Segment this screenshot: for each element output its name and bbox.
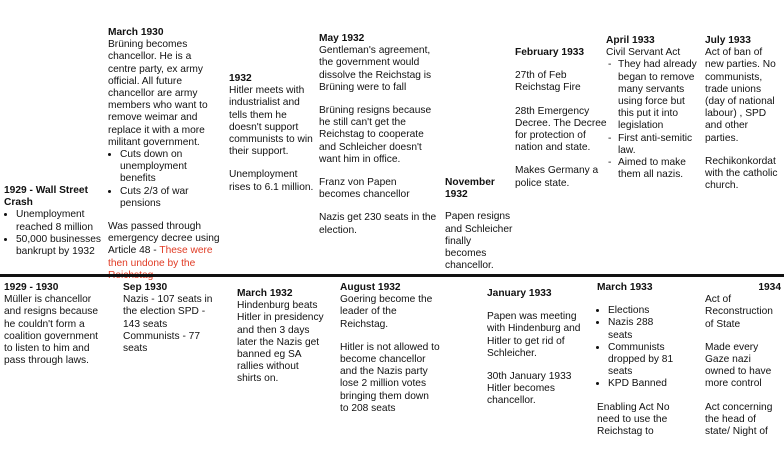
event-january-1933	[487, 288, 583, 419]
event-text	[108, 221, 220, 282]
list-item: • KPD Banned	[608, 378, 675, 390]
event-text-highlight: These were then undone by the	[108, 245, 213, 269]
event-text: Brüning becomes chancellor. He is a centre party, ex army official. All future chancellor are army members who want to remove weimar and replace it with a more militant government.	[108, 39, 208, 148]
event-july-1933	[705, 35, 781, 203]
event-text: Act of Reconstruction of State	[705, 294, 773, 330]
event-text: Müller is chancellor and resigns because he couldn't form a coalition government to listen to him and pass through laws.	[4, 294, 99, 367]
event-november-1932	[445, 177, 513, 283]
event-heading: May 1932	[319, 33, 365, 44]
list-item: - Aimed to make them all nazis.	[618, 157, 698, 181]
event-heading: February 1933	[515, 47, 585, 58]
event-heading: March 1933	[597, 282, 653, 293]
event-april-1933	[606, 35, 698, 192]
event-text: Enabling Act No need to use the Reichstag to	[597, 401, 670, 438]
event-1932	[229, 73, 315, 205]
event-text: Nazis get 230 seats in the election.	[319, 212, 437, 236]
event-text: Gentleman's agreement, the government would dissolve the Reichstag is Brüning were to fall	[319, 45, 432, 93]
event-dashes	[606, 59, 698, 181]
event-bullets	[4, 209, 102, 258]
event-heading: 1929 - Wall Street Crash	[4, 185, 88, 209]
event-text: Hindenburg beats Hitler in presidency and then 3 days later the Nazis get banned eg SA rallies without shirts on.	[237, 300, 324, 385]
list-item: - They had already began to remove many servants using force but this put it into legislation	[618, 59, 698, 132]
list-item: • Communists dropped by 81 seats	[608, 342, 675, 379]
event-text-part: Was passed through emergency decree using Article 48 -	[108, 221, 220, 257]
event-text: Rechikonkordat with the catholic church.	[705, 155, 778, 192]
list-item: • Elections	[608, 305, 675, 317]
event-text: 28th Emergency Decree. The Decree for protection of nation and state.	[515, 105, 607, 154]
event-text: Makes Germany a police state.	[515, 165, 599, 189]
event-heading: March 1932	[237, 288, 293, 299]
event-text: Made every Gaze nazi owned to have more control	[705, 341, 772, 390]
event-text: Papen resigns and Schleicher finally becomes chancellor.	[445, 211, 513, 272]
list-item: • 50,000 businesses bankrupt by 1932	[16, 234, 102, 258]
event-sep-1930	[123, 282, 223, 366]
event-1934	[705, 282, 781, 449]
event-august-1932	[340, 282, 440, 426]
event-text: Act concerning the head of state/ Night of	[705, 401, 773, 438]
list-item: • Nazis 288 seats	[608, 317, 675, 341]
timeline-axis	[0, 274, 784, 277]
event-1929-1930	[4, 282, 102, 378]
event-text: Hitler meets with industrialist and tells them he doesn't support communists to win their support.	[229, 85, 313, 158]
event-text: Nazis - 107 seats in the election SPD - 143 seats Communists - 77 seats	[123, 294, 213, 355]
event-heading: November 1932	[445, 177, 495, 201]
event-march-1933	[597, 282, 675, 449]
event-heading: 1934	[758, 282, 781, 293]
event-text: Brüning resigns because he still can't get the Reichstag to cooperate and Schleicher doesn't want him in office.	[319, 105, 432, 165]
event-text: Hitler is not allowed to become chancellor and the Nazis party lose 2 million votes bringing them down to 208 seats	[340, 341, 440, 414]
event-march-1932	[237, 288, 325, 397]
event-heading: April 1933	[606, 35, 655, 46]
list-item: - First anti-semitic law.	[618, 133, 698, 157]
event-march-1930	[108, 27, 220, 293]
event-heading: 1932	[229, 73, 252, 84]
event-text: Act of ban of new parties. No communists, trade unions (day of national labour) , SPD and other parties.	[705, 47, 776, 144]
event-february-1933	[515, 47, 607, 201]
event-text: Franz von Papen becomes chancellor	[319, 177, 410, 201]
event-heading: August 1932	[340, 282, 401, 293]
event-1929-wall-street-crash	[4, 185, 102, 269]
event-text: Goering become the leader of the Reichstag.	[340, 294, 433, 330]
event-text: Civil Servant Act	[606, 47, 681, 59]
event-heading: 1929 - 1930	[4, 282, 59, 293]
event-bullets	[597, 305, 675, 390]
event-text: 30th January 1933 Hitler becomes chancellor.	[487, 371, 572, 407]
event-heading: July 1933	[705, 35, 751, 46]
event-heading: January 1933	[487, 288, 552, 299]
event-may-1932	[319, 33, 437, 248]
list-item: • Cuts down on unemployment benefits	[120, 149, 220, 186]
list-item: • Unemployment reached 8 million	[16, 209, 102, 233]
list-item: • Cuts 2/3 of war pensions	[120, 186, 220, 210]
event-text: 27th of Feb Reichstag Fire	[515, 70, 581, 94]
event-bullets	[108, 149, 220, 210]
event-text: Unemployment rises to 6.1 million.	[229, 169, 314, 193]
event-heading: March 1930	[108, 27, 164, 38]
event-text: Papen was meeting with Hindenburg and Hitler to get rid of Schleicher.	[487, 311, 581, 359]
event-heading: Sep 1930	[123, 282, 168, 293]
